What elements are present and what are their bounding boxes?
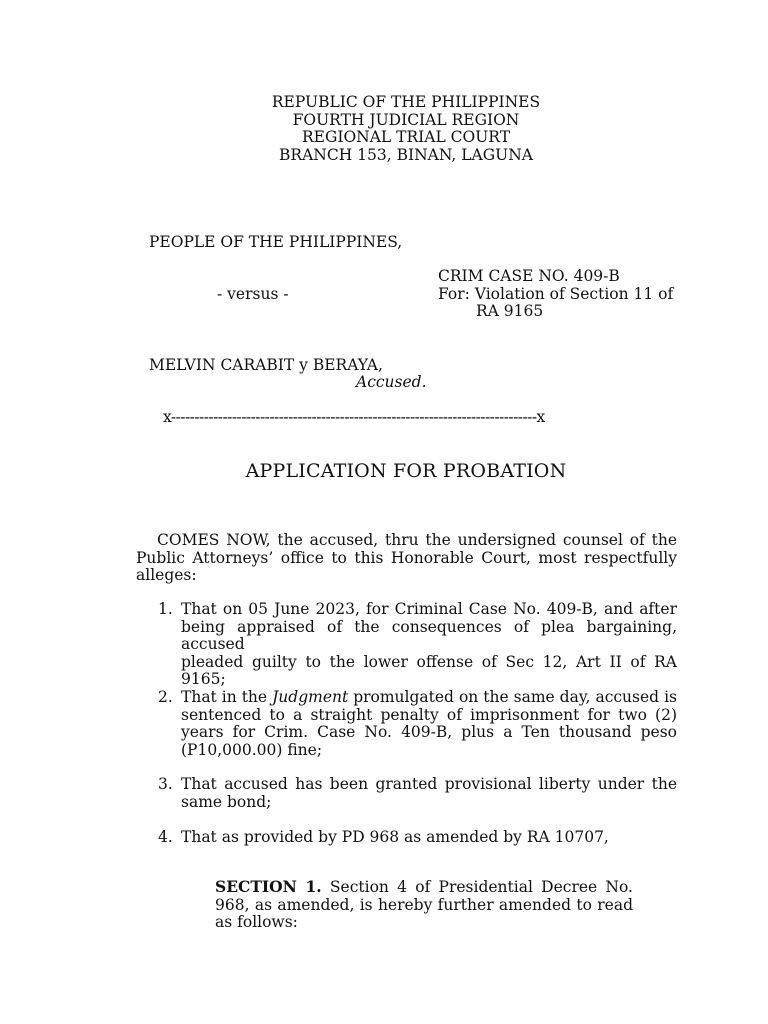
- caption-republic: REPUBLIC OF THE PHILIPPINES: [271, 93, 541, 111]
- section-line-2: 968, as amended, is hereby further amended to read: [215, 895, 633, 914]
- list-item-line: same bond;: [181, 792, 272, 811]
- list-item-number: 1.: [158, 600, 173, 618]
- document-title: APPLICATION FOR PROBATION: [245, 460, 567, 482]
- section-quote: [215, 878, 633, 932]
- list-item: [158, 776, 677, 814]
- case-number: CRIM CASE NO. 409-B: [438, 267, 620, 285]
- caption-branch: BRANCH 153, BINAN, LAGUNA: [279, 145, 533, 164]
- list-item-line: That in the Judgment promulgated on the same day, accused is: [181, 688, 677, 706]
- list-item-line: years for Crim. Case No. 409-B, plus a Ten thousand peso: [181, 723, 677, 741]
- offense-line-1: For: Violation of Section 11 of: [438, 285, 674, 303]
- list-item-number: 4.: [158, 828, 173, 846]
- list-item: [158, 829, 677, 849]
- list-item: [158, 600, 677, 688]
- list-item-text: [181, 829, 609, 847]
- list-item-line: That accused has been granted provisional liberty under the: [181, 775, 677, 793]
- list-item-line: pleaded guilty to the lower offense of Sec 12, Art II of RA 9165;: [181, 652, 677, 688]
- list-item-line: being appraised of the consequences of plea bargaining, accused: [181, 617, 677, 653]
- intro-line-1: COMES NOW, the accused, thru the undersigned counsel of the: [157, 531, 677, 549]
- list-item-line: That on 05 June 2023, for Criminal Case No. 409-B, and after: [181, 600, 677, 618]
- section-line-3: as follows:: [215, 913, 298, 931]
- list-item: [158, 689, 677, 763]
- list-item-line: That as provided by PD 968 as amended by RA 10707,: [181, 828, 609, 846]
- intro-line-3: alleges:: [136, 566, 197, 584]
- list-item-text: [181, 689, 677, 759]
- accused-label: Accused.: [356, 373, 427, 391]
- caption-region: FOURTH JUDICIAL REGION: [292, 110, 520, 129]
- list-item-number: 3.: [158, 775, 173, 793]
- list-item-text: [181, 776, 677, 811]
- list-item-line: (P10,000.00) fine;: [181, 740, 323, 759]
- versus-label: - versus -: [217, 285, 289, 303]
- accused-name: MELVIN CARABIT y BERAYA,: [149, 356, 383, 374]
- intro-line-2: Public Attorneys’ office to this Honorable Court, most respectfully: [136, 548, 677, 567]
- list-item-line: sentenced to a straight penalty of imprisonment for two (2): [181, 705, 677, 724]
- caption-court: REGIONAL TRIAL COURT: [301, 128, 511, 146]
- section-label: SECTION 1.: [215, 877, 322, 896]
- judgment-emphasis: Judgment: [272, 688, 349, 706]
- offense-line-2: RA 9165: [476, 302, 544, 320]
- list-item-number: 2.: [158, 688, 173, 706]
- section-line-1: SECTION 1. Section 4 of Presidential Decree No.: [215, 877, 633, 896]
- list-item-text: [181, 601, 677, 689]
- court-caption: [0, 94, 768, 164]
- caption-separator: x------------------------------------------------------------------------------x: [163, 408, 545, 426]
- plaintiff-name: PEOPLE OF THE PHILIPPINES,: [149, 233, 403, 251]
- intro-paragraph: [136, 532, 677, 585]
